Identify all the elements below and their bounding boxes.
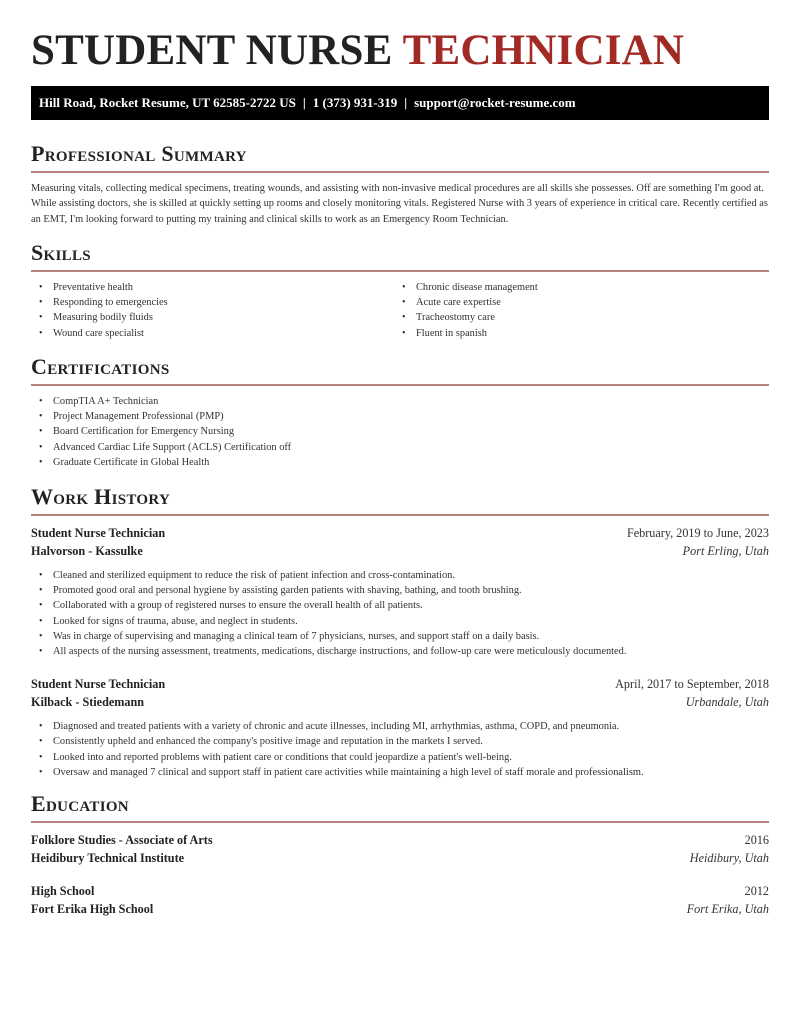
summary-text: Measuring vitals, collecting medical specimens, treating wounds, and assisting with non-invasive medical procedures are all skills she possesses. Off are something I'm good at. While assisting doctors, she is skilled at quickly setting up rooms and closely monitoring vitals. Registered Nurse with 3 years of experience in critical care. Recently certified as an EMT, I'm looking forward to putting my training and clinical skills to work as an Emergency Room Technician. bbox=[31, 183, 768, 225]
education-degree: Folklore Studies - Associate of Arts bbox=[31, 833, 213, 847]
job-company: Kilback - Stiedemann bbox=[31, 695, 145, 710]
certification-item: • Board Certification for Emergency Nursing bbox=[31, 424, 769, 439]
job-bullet: • All aspects of the nursing assessment, treatments, medications, discharge instructions, and follow-up care were meticulously documented. bbox=[31, 644, 769, 659]
skill-item: • Measuring bodily fluids bbox=[31, 310, 394, 325]
section-title-work-history: Work History bbox=[31, 484, 171, 509]
job-company: Halvorson - Kassulke bbox=[31, 544, 143, 558]
certifications-section bbox=[31, 354, 769, 470]
skill-item: • Acute care expertise bbox=[394, 295, 757, 310]
certifications-list bbox=[31, 394, 769, 470]
job-bullet: • Looked for signs of trauma, abuse, and neglect in students. bbox=[31, 614, 769, 629]
certification-item: • Advanced Cardiac Life Support (ACLS) Certification off bbox=[31, 440, 769, 455]
education-school: Fort Erika High School bbox=[31, 902, 154, 916]
job-header-row bbox=[31, 675, 769, 693]
education-location: Heidibury, Utah bbox=[689, 851, 769, 865]
job-bullet: • Cleaned and sterilized equipment to reduce the risk of patient infection and cross-contamination. bbox=[31, 568, 769, 583]
education-degree-row bbox=[31, 831, 769, 849]
education-entry bbox=[31, 831, 769, 867]
education-entry bbox=[31, 882, 769, 918]
candidate-name bbox=[31, 26, 684, 76]
contact-phone[interactable]: 1 (373) 931-319 bbox=[312, 95, 398, 110]
section-divider bbox=[31, 821, 769, 823]
job-bullet: • Promoted good oral and personal hygiene by assisting garden patients with shaving, bathing, and tooth brushing. bbox=[31, 583, 769, 598]
job-position: Student Nurse Technician bbox=[31, 677, 166, 692]
contact-bar bbox=[31, 86, 769, 120]
job-bullet: • Oversaw and managed 7 clinical and support staff in patient care activities while maintaining a high level of staff morale and professionalism. bbox=[31, 765, 769, 780]
education-year: 2016 bbox=[744, 833, 769, 847]
section-title-education: Education bbox=[31, 791, 129, 816]
skill-item: • Chronic disease management bbox=[394, 280, 757, 295]
skill-item: • Preventative health bbox=[31, 280, 394, 295]
section-title-certifications: Certifications bbox=[31, 354, 170, 379]
skills-section bbox=[31, 240, 769, 341]
job-bullet: • Collaborated with a group of registered nurses to ensure the overall health of all patients. bbox=[31, 598, 769, 613]
skills-list-left bbox=[31, 280, 394, 341]
job-entry bbox=[31, 524, 769, 659]
contact-email[interactable]: support@rocket-resume.com bbox=[414, 95, 576, 110]
education-degree-row bbox=[31, 882, 769, 900]
skill-item: • Responding to emergencies bbox=[31, 295, 394, 310]
contact-separator: | bbox=[302, 95, 306, 110]
job-location: Port Erling, Utah bbox=[682, 544, 769, 558]
section-title-summary: Professional Summary bbox=[31, 141, 247, 166]
contact-separator: | bbox=[404, 95, 408, 110]
certification-item: • CompTIA A+ Technician bbox=[31, 394, 769, 409]
job-header-row bbox=[31, 524, 769, 542]
section-title-skills: Skills bbox=[31, 240, 91, 265]
job-bullet: • Diagnosed and treated patients with a variety of chronic and acute illnesses, including MI, arrhythmias, asthma, COPD, and pneumonia. bbox=[31, 719, 769, 734]
job-bullet: • Was in charge of supervising and managing a clinical team of 7 physicians, nurses, and support staff on a daily basis. bbox=[31, 629, 769, 644]
certification-item: • Project Management Professional (PMP) bbox=[31, 409, 769, 424]
education-school-row bbox=[31, 849, 769, 867]
job-bullets bbox=[31, 719, 769, 780]
job-bullet: • Looked into and reported problems with patient care or conditions that could jeopardize a patient's well-being. bbox=[31, 750, 769, 765]
education-degree: High School bbox=[31, 884, 95, 898]
job-position: Student Nurse Technician bbox=[31, 526, 166, 540]
education-school-row bbox=[31, 900, 769, 918]
job-bullet: • Consistently upheld and enhanced the company's positive image and reputation in the markets I served. bbox=[31, 734, 769, 749]
section-divider bbox=[31, 171, 769, 173]
summary-section bbox=[31, 141, 769, 227]
skills-grid bbox=[31, 280, 769, 341]
certification-item: • Graduate Certificate in Global Health bbox=[31, 455, 769, 470]
job-entry bbox=[31, 675, 769, 780]
education-school: Heidibury Technical Institute bbox=[31, 851, 185, 865]
work-history-section bbox=[31, 484, 769, 780]
job-company-row bbox=[31, 693, 769, 711]
skill-item: • Wound care specialist bbox=[31, 326, 394, 341]
section-divider bbox=[31, 270, 769, 272]
job-company-row bbox=[31, 542, 769, 560]
job-dates: February, 2019 to June, 2023 bbox=[626, 526, 769, 540]
name-primary: STUDENT NURSE bbox=[31, 27, 393, 74]
section-divider bbox=[31, 384, 769, 386]
skills-list-right bbox=[394, 280, 757, 341]
education-location: Fort Erika, Utah bbox=[686, 902, 769, 916]
name-accent: TECHNICIAN bbox=[402, 27, 685, 74]
education-section bbox=[31, 791, 769, 918]
section-divider bbox=[31, 514, 769, 516]
skill-item: • Fluent in spanish bbox=[394, 326, 757, 341]
education-year: 2012 bbox=[744, 884, 769, 898]
job-dates: April, 2017 to September, 2018 bbox=[615, 677, 769, 692]
contact-address: Hill Road, Rocket Resume, UT 62585-2722 US bbox=[39, 95, 296, 110]
job-bullets bbox=[31, 568, 769, 659]
skill-item: • Tracheostomy care bbox=[394, 310, 757, 325]
job-location: Urbandale, Utah bbox=[685, 695, 769, 710]
